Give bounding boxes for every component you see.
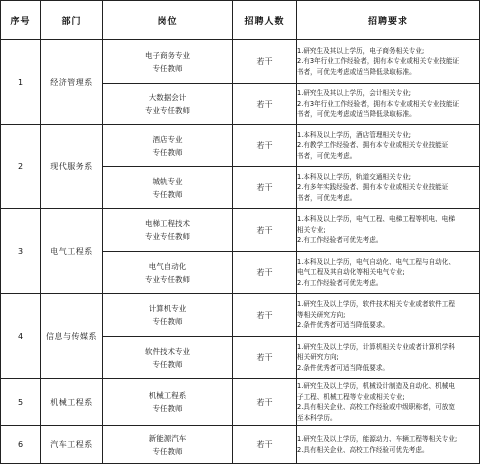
group-number: 2 — [1, 125, 41, 209]
requirement-line: 2.条件优秀者可适当降低要求。 — [297, 363, 390, 372]
department-name: 经济管理系 — [41, 40, 103, 125]
requirement-line: 2.有3年行业工作经验者，拥有本专业或相关专业技能证 — [297, 99, 460, 108]
header-position: 岗位 — [103, 1, 233, 40]
headcount-value: 若干 — [233, 40, 297, 84]
headcount-value: 若干 — [233, 84, 297, 125]
requirement-line: 2.有工作经验者可优先考虑。 — [297, 278, 383, 287]
requirement-line: 1.研究生及以上学历，软件技术相关专业或者软件工程 — [297, 300, 455, 309]
position-line: 专任教师 — [152, 359, 183, 369]
position-line: 酒店专业 — [152, 134, 183, 144]
position-line: 电梯工程技术 — [145, 219, 190, 228]
requirements-cell — [297, 252, 480, 294]
position-line: 电气自动化 — [148, 261, 187, 271]
requirements-cell — [297, 294, 480, 337]
requirement-line: 1.本科及以上学历，轨道交通相关专业; — [297, 172, 412, 181]
header-requirements: 招聘要求 — [297, 1, 480, 40]
requirement-line: 2.具有相关企业、高校工作经验或中级职称者，可放宽 — [297, 403, 455, 411]
requirement-line: 1.研究生及其以上学历，电子商务相关专业; — [297, 46, 425, 55]
requirement-line: 1.研究生及以上学历，机械设计制造及自动化、机械电 — [297, 382, 455, 390]
requirement-line: 相关专业; — [297, 225, 326, 234]
position-line: 专任教师 — [152, 189, 183, 199]
requirements-cell — [297, 209, 480, 252]
requirement-line: 书者，可优先考虑。 — [297, 151, 357, 160]
position-line: 电子商务专业 — [145, 50, 190, 60]
requirement-line: 至本科学历。 — [297, 413, 337, 422]
position-line: 专业专任教师 — [145, 106, 190, 115]
position-cell — [103, 40, 233, 84]
headcount-value: 若干 — [233, 167, 297, 209]
position-cell — [103, 426, 233, 464]
group-number: 3 — [1, 209, 41, 294]
header-row — [1, 1, 480, 40]
department-name: 信息与传媒系 — [41, 294, 103, 379]
group-number: 4 — [1, 294, 41, 379]
requirement-line: 1.本科及以上学历，酒店管理相关专业; — [297, 130, 412, 139]
position-line: 专任教师 — [152, 446, 183, 456]
headcount-value: 若干 — [233, 209, 297, 252]
headcount-value: 若干 — [233, 426, 297, 464]
department-name: 电气工程系 — [41, 209, 103, 294]
position-line: 专业专任教师 — [145, 232, 190, 241]
header-department: 部门 — [41, 1, 103, 40]
headcount-value: 若干 — [233, 294, 297, 337]
position-line: 大数据会计 — [148, 93, 187, 102]
headcount-value: 若干 — [233, 337, 297, 379]
position-line: 城轨专业 — [152, 176, 183, 186]
position-cell — [103, 84, 233, 125]
requirement-line: 1.研究生及以上学历，计算机相关专业或者计算机学科 — [297, 342, 455, 351]
header-number: 序号 — [1, 1, 41, 40]
requirement-line: 1.本科及以上学历，电气自动化、电气工程与自动化、 — [297, 257, 455, 266]
requirement-line: 子工程、机械工程等专业或相关专业; — [297, 392, 405, 401]
headcount-value: 若干 — [233, 379, 297, 426]
table-row — [1, 125, 480, 167]
position-cell — [103, 252, 233, 294]
requirements-cell — [297, 40, 480, 84]
position-line: 计算机专业 — [148, 304, 187, 313]
header-headcount: 招聘人数 — [233, 1, 297, 40]
requirements-cell — [297, 337, 480, 379]
table-row — [1, 209, 480, 252]
table-row — [1, 40, 480, 84]
table-row — [1, 426, 480, 464]
group-number: 1 — [1, 40, 41, 125]
requirement-line: 书者，可优先考虑或适当降低录取标准。 — [297, 67, 416, 76]
group-number: 5 — [1, 379, 41, 426]
position-line: 专任教师 — [152, 63, 183, 73]
requirement-line: 1.本科及以上学历，电气工程、电梯工程等机电、电梯 — [297, 215, 455, 224]
requirements-cell — [297, 167, 480, 209]
position-line: 软件技术专业 — [145, 346, 190, 356]
position-cell — [103, 167, 233, 209]
requirement-line: 等相关研究方向; — [297, 310, 346, 319]
position-line: 专任教师 — [152, 317, 183, 326]
table-row — [1, 294, 480, 337]
position-line: 专任教师 — [152, 404, 183, 413]
position-cell — [103, 337, 233, 379]
requirements-cell — [297, 379, 480, 426]
requirement-line: 2.有工作经验者可优先考虑。 — [297, 236, 383, 245]
department-name: 机械工程系 — [41, 379, 103, 426]
position-line: 专业专任教师 — [145, 274, 190, 284]
headcount-value: 若干 — [233, 252, 297, 294]
requirement-line: 2.有多年实践经验者、拥有本专业或相关专业技能证 — [297, 183, 449, 192]
requirement-line: 书者，可优先考虑或适当降低录取标准。 — [297, 110, 416, 119]
requirements-cell — [297, 426, 480, 464]
requirements-cell — [297, 84, 480, 125]
position-cell — [103, 379, 233, 426]
requirement-line: 电气工程及其自动化等相关电气专业; — [297, 268, 405, 277]
requirement-line: 相关研究方向; — [297, 353, 339, 362]
requirement-line: 2.条件优秀者可适当降低要求。 — [297, 321, 390, 330]
position-line: 专任教师 — [152, 147, 183, 157]
group-number: 6 — [1, 426, 41, 464]
department-name: 现代服务系 — [41, 125, 103, 209]
table-row — [1, 379, 480, 426]
requirement-line: 书者，可优先考虑。 — [297, 193, 357, 202]
requirement-line: 1.研究生及以上学历，能源动力、车辆工程等相关专业; — [297, 435, 458, 443]
requirements-cell — [297, 125, 480, 167]
requirement-line: 2.有3年行业工作经验者，拥有本专业或相关专业技能证 — [297, 57, 460, 66]
position-cell — [103, 209, 233, 252]
department-name: 汽车工程系 — [41, 426, 103, 464]
position-line: 新能源汽车 — [148, 433, 187, 443]
requirement-line: 1.研究生及其以上学历，会计相关专业; — [297, 89, 412, 98]
position-cell — [103, 125, 233, 167]
requirement-line: 2.具有相关企业、高校工作经验可优先考虑。 — [297, 445, 429, 454]
position-line: 机械工程系 — [148, 391, 187, 400]
headcount-value: 若干 — [233, 125, 297, 167]
requirement-line: 2.有教学工作经验者、拥有本专业或相关专业技能证 — [297, 141, 449, 150]
position-cell — [103, 294, 233, 337]
